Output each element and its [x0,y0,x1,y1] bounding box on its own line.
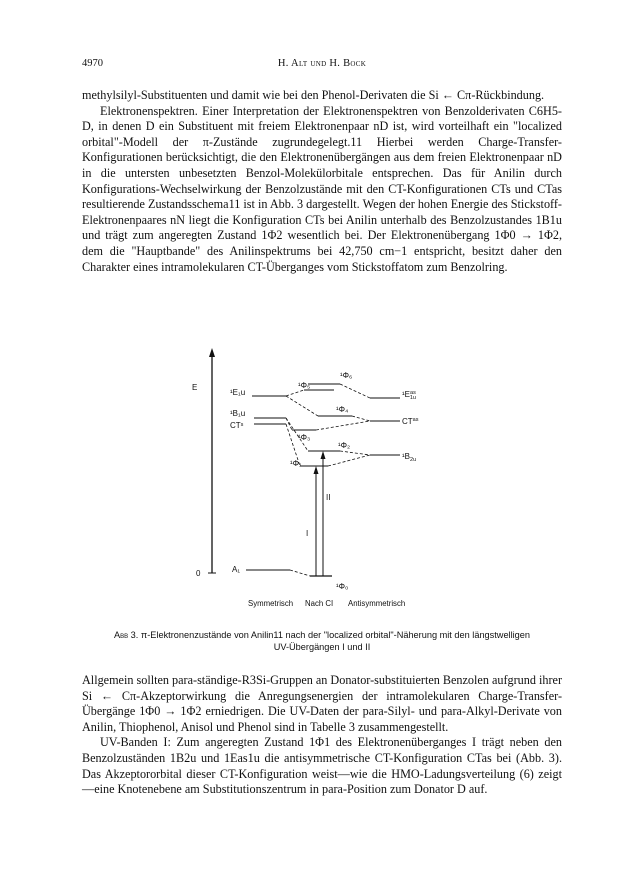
paragraph: methylsilyl-Substituenten und damit wie bei den Phenol-Derivaten die Si ← Cπ-Rückbindung. [82,88,545,102]
correlation-lines [286,384,370,576]
label-transition-i: I [306,529,309,538]
label-after-ci: Nach CI [305,599,334,608]
label-phi5: ¹Φ₅ [298,381,311,390]
diagram-svg [190,348,450,616]
caption-text: π-Elektronenzustände von Anilin11 nach der "localized orbital"-Näherung mit den längstwelligen UV-Übergängen I und II [140,630,531,652]
paragraph: UV-Banden I: Zum angeregten Zustand 1Φ1 des Elektronenüberganges I trägt neben den Benzolzuständen 1B2u und 1Eas1u die antisymmetrische CT-Konfiguration CTas bei (Abb. 3). Das Akzeptororbital dieser CT-Konfiguration weist—wie die HMO-Ladungsverteilung (6) zeigt—eine Knotenebene am Substitutionszentrum in para-Position zum Donator D auf. [82,735,562,797]
paragraph: Allgemein sollten para-ständige-R3Si-Gruppen an Donator-substituierten Benzolen aufgrund ihrer Si ← Cπ-Akzeptorwirkung die Anregungsenergien der intramolekularen Charge-Transfer-Übergänge 1Φ0 → 1Φ2 erniedrigen. Die UV-Daten der para-Silyl- und para-Alkyl-Derivate von Anilin, Thiophenol, Anisol und Phenol sind in Tabelle 3 zusammengestellt. [82,673,563,734]
label-phi3: ¹Φ₃ [298,433,311,442]
label-left-a1: A₁ [232,565,241,574]
axis-label-zero: 0 [196,569,201,578]
label-phi0: ¹Φ₀ [336,582,349,591]
energy-level-diagram [190,348,450,616]
figure-caption [112,629,532,653]
page-header [82,58,562,74]
body-text-top [82,88,562,275]
label-left-e1u: ¹E₁u [230,388,246,397]
label-phi1: ¹Φ₁ [290,459,302,468]
page-number: 4970 [82,58,103,69]
label-left-cts: CTˢ [230,421,244,430]
paragraph: Elektronenspektren. Einer Interpretation der Elektronenspektren von Benzolderivaten C6H5-D, in denen D ein Substituent mit freiem Elektronenpaar nD ist, wird vorteilhaft ein "localized orbital"-Modell der π-Zustände zugrundegelegt.11 Hierbei werden Charge-Transfer-Konfigurationen berücksichtigt, die den Elektronenübergängen aus dem freien Elektronenpaar nD in die untersten unbesetzten Benzol-Molekülorbitale entsprechen. Das für Anilin durch Konfigurations-Wechselwirkung der Benzolzustände mit den CT-Konfigurationen CTs und CTas resultierende Zustandsschema11 ist in Abb. 3 dargestellt. Wegen der hohen Energie des Stickstoff-Elektronenpaares nN liegt die Konfiguration CTs bei Anilin unterhalb des Benzolzustandes 1B1u und trägt zum angeregten Zustand 1Φ2 wesentlich bei. Der Elektronenübergang 1Φ0 → 1Φ2, dem die "Hauptbande" des Anilinspektrums bei 42,750 cm−1 entspricht, besitzt daher den Charakter eines intramolekularen CT-Überganges vom Stickstoffatom zum Benzolring. [82,103,562,274]
axis-label-e: E [192,383,198,392]
running-head-authors: H. Alt und H. Bock [277,58,367,69]
label-symmetric: Symmetrisch [248,599,294,608]
label-left-b1u: ¹B₁u [230,409,246,418]
label-phi2: ¹Φ₂ [338,441,351,450]
label-antisymmetric: Antisymmetrisch [348,599,406,608]
label-right-e1u: $^1E^{as}$ 1u [402,390,416,401]
label-transition-ii: II [326,493,331,502]
label-phi4: ¹Φ₄ [336,405,349,414]
label-right-ctas: $CT^{as}$ [402,417,419,426]
label-right-b2u: $^1B_{2u}$ [402,452,417,463]
caption-label: Abb 3. [113,630,139,640]
body-text-bottom [82,673,562,798]
axis-arrowhead [209,348,215,357]
label-phi6: ¹Φ₆ [340,371,353,380]
